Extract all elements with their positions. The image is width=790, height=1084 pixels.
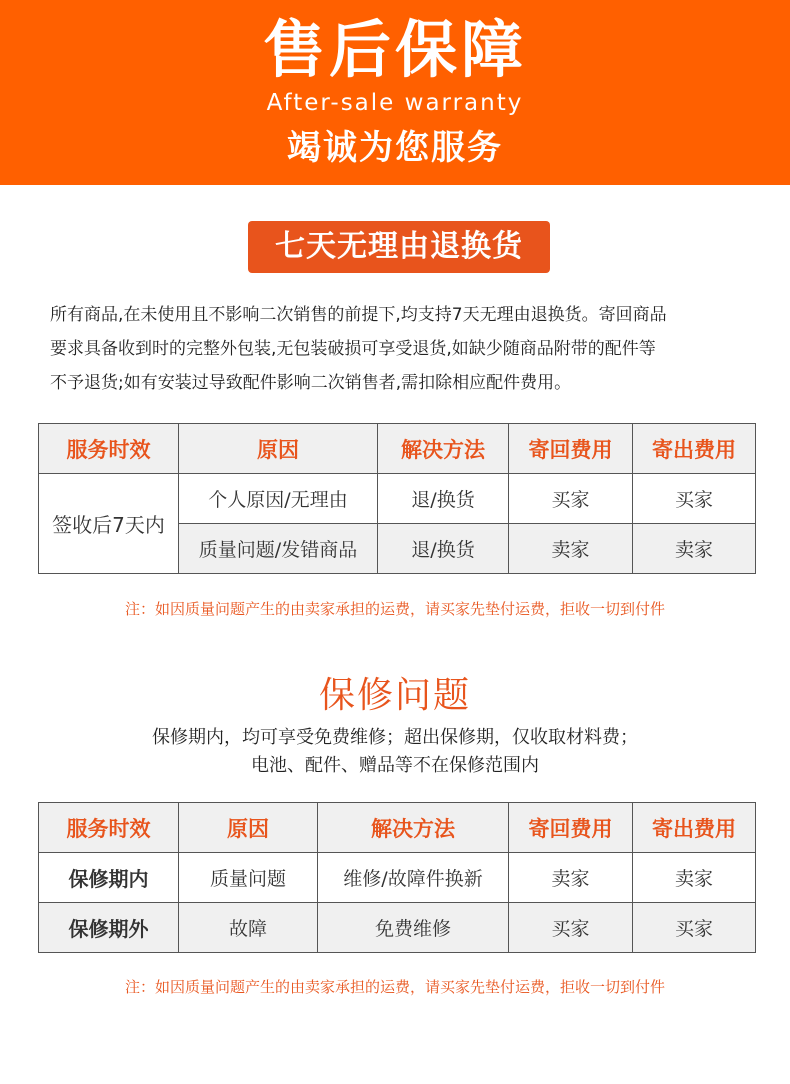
table-cell: 故障 [179,903,318,953]
return-note: 注：如因质量问题产生的由卖家承担的运费，请买家先垫付运费，拒收一切到付件 [124,600,665,618]
header-cell: 寄回费用 [509,803,633,853]
table-cell: 个人原因/无理由 [179,474,378,524]
table-cell: 保修期外 [39,903,179,953]
header-cell: 服务时效 [39,424,179,474]
table-cell: 买家 [633,903,756,953]
table-cell: 维修/故障件换新 [318,853,509,903]
policy-line: 不予退货;如有安装过导致配件影响二次销售者,需扣除相应配件费用。 [50,373,572,393]
page-slogan: 竭诚为您服务 [287,128,503,168]
return-policy-text [50,298,750,400]
header-cell: 寄出费用 [633,803,756,853]
table-header-row [39,803,756,853]
table-cell: 卖家 [509,524,633,574]
header-cell: 解决方法 [318,803,509,853]
policy-line: 所有商品,在未使用且不影响二次销售的前提下,均支持7天无理由退换货。寄回商品 [50,305,667,325]
table-cell: 买家 [509,903,633,953]
table-cell: 卖家 [633,853,756,903]
warranty-desc-line: 电池、配件、赠品等不在保修范围内 [251,755,539,776]
header-cell: 寄回费用 [509,424,633,474]
table-row [39,853,756,903]
page-subtitle: After-sale warranty [266,90,524,116]
table-cell: 卖家 [633,524,756,574]
warranty-note: 注：如因质量问题产生的由卖家承担的运费，请买家先垫付运费，拒收一切到付件 [124,978,665,996]
header-cell: 解决方法 [378,424,509,474]
warranty-title: 保修问题 [318,675,471,716]
policy-line: 要求具备收到时的完整外包装,无包装破损可享受退货,如缺少随商品附带的配件等 [50,339,656,359]
header-cell: 服务时效 [39,803,179,853]
table-cell: 质量问题 [179,853,318,903]
return-policy-badge: 七天无理由退换货 [248,221,550,273]
warranty-desc-line: 保修期内，均可享受免费维修；超出保修期，仅收取材料费； [152,727,638,748]
page-title: 售后保障 [262,13,527,86]
header-cell: 寄出费用 [633,424,756,474]
table-cell: 卖家 [509,853,633,903]
warranty-table [38,802,756,953]
table-cell: 保修期内 [39,853,179,903]
header-cell: 原因 [179,424,378,474]
header-banner [0,0,790,185]
table-row [39,474,756,524]
table-cell: 买家 [633,474,756,524]
table-row [39,903,756,953]
table-cell: 质量问题/发错商品 [179,524,378,574]
table-cell: 退/换货 [378,474,509,524]
table-cell: 买家 [509,474,633,524]
table-cell: 退/换货 [378,524,509,574]
period-cell: 签收后7天内 [39,474,179,574]
table-cell: 免费维修 [318,903,509,953]
table-header-row [39,424,756,474]
return-table [38,423,756,574]
header-cell: 原因 [179,803,318,853]
